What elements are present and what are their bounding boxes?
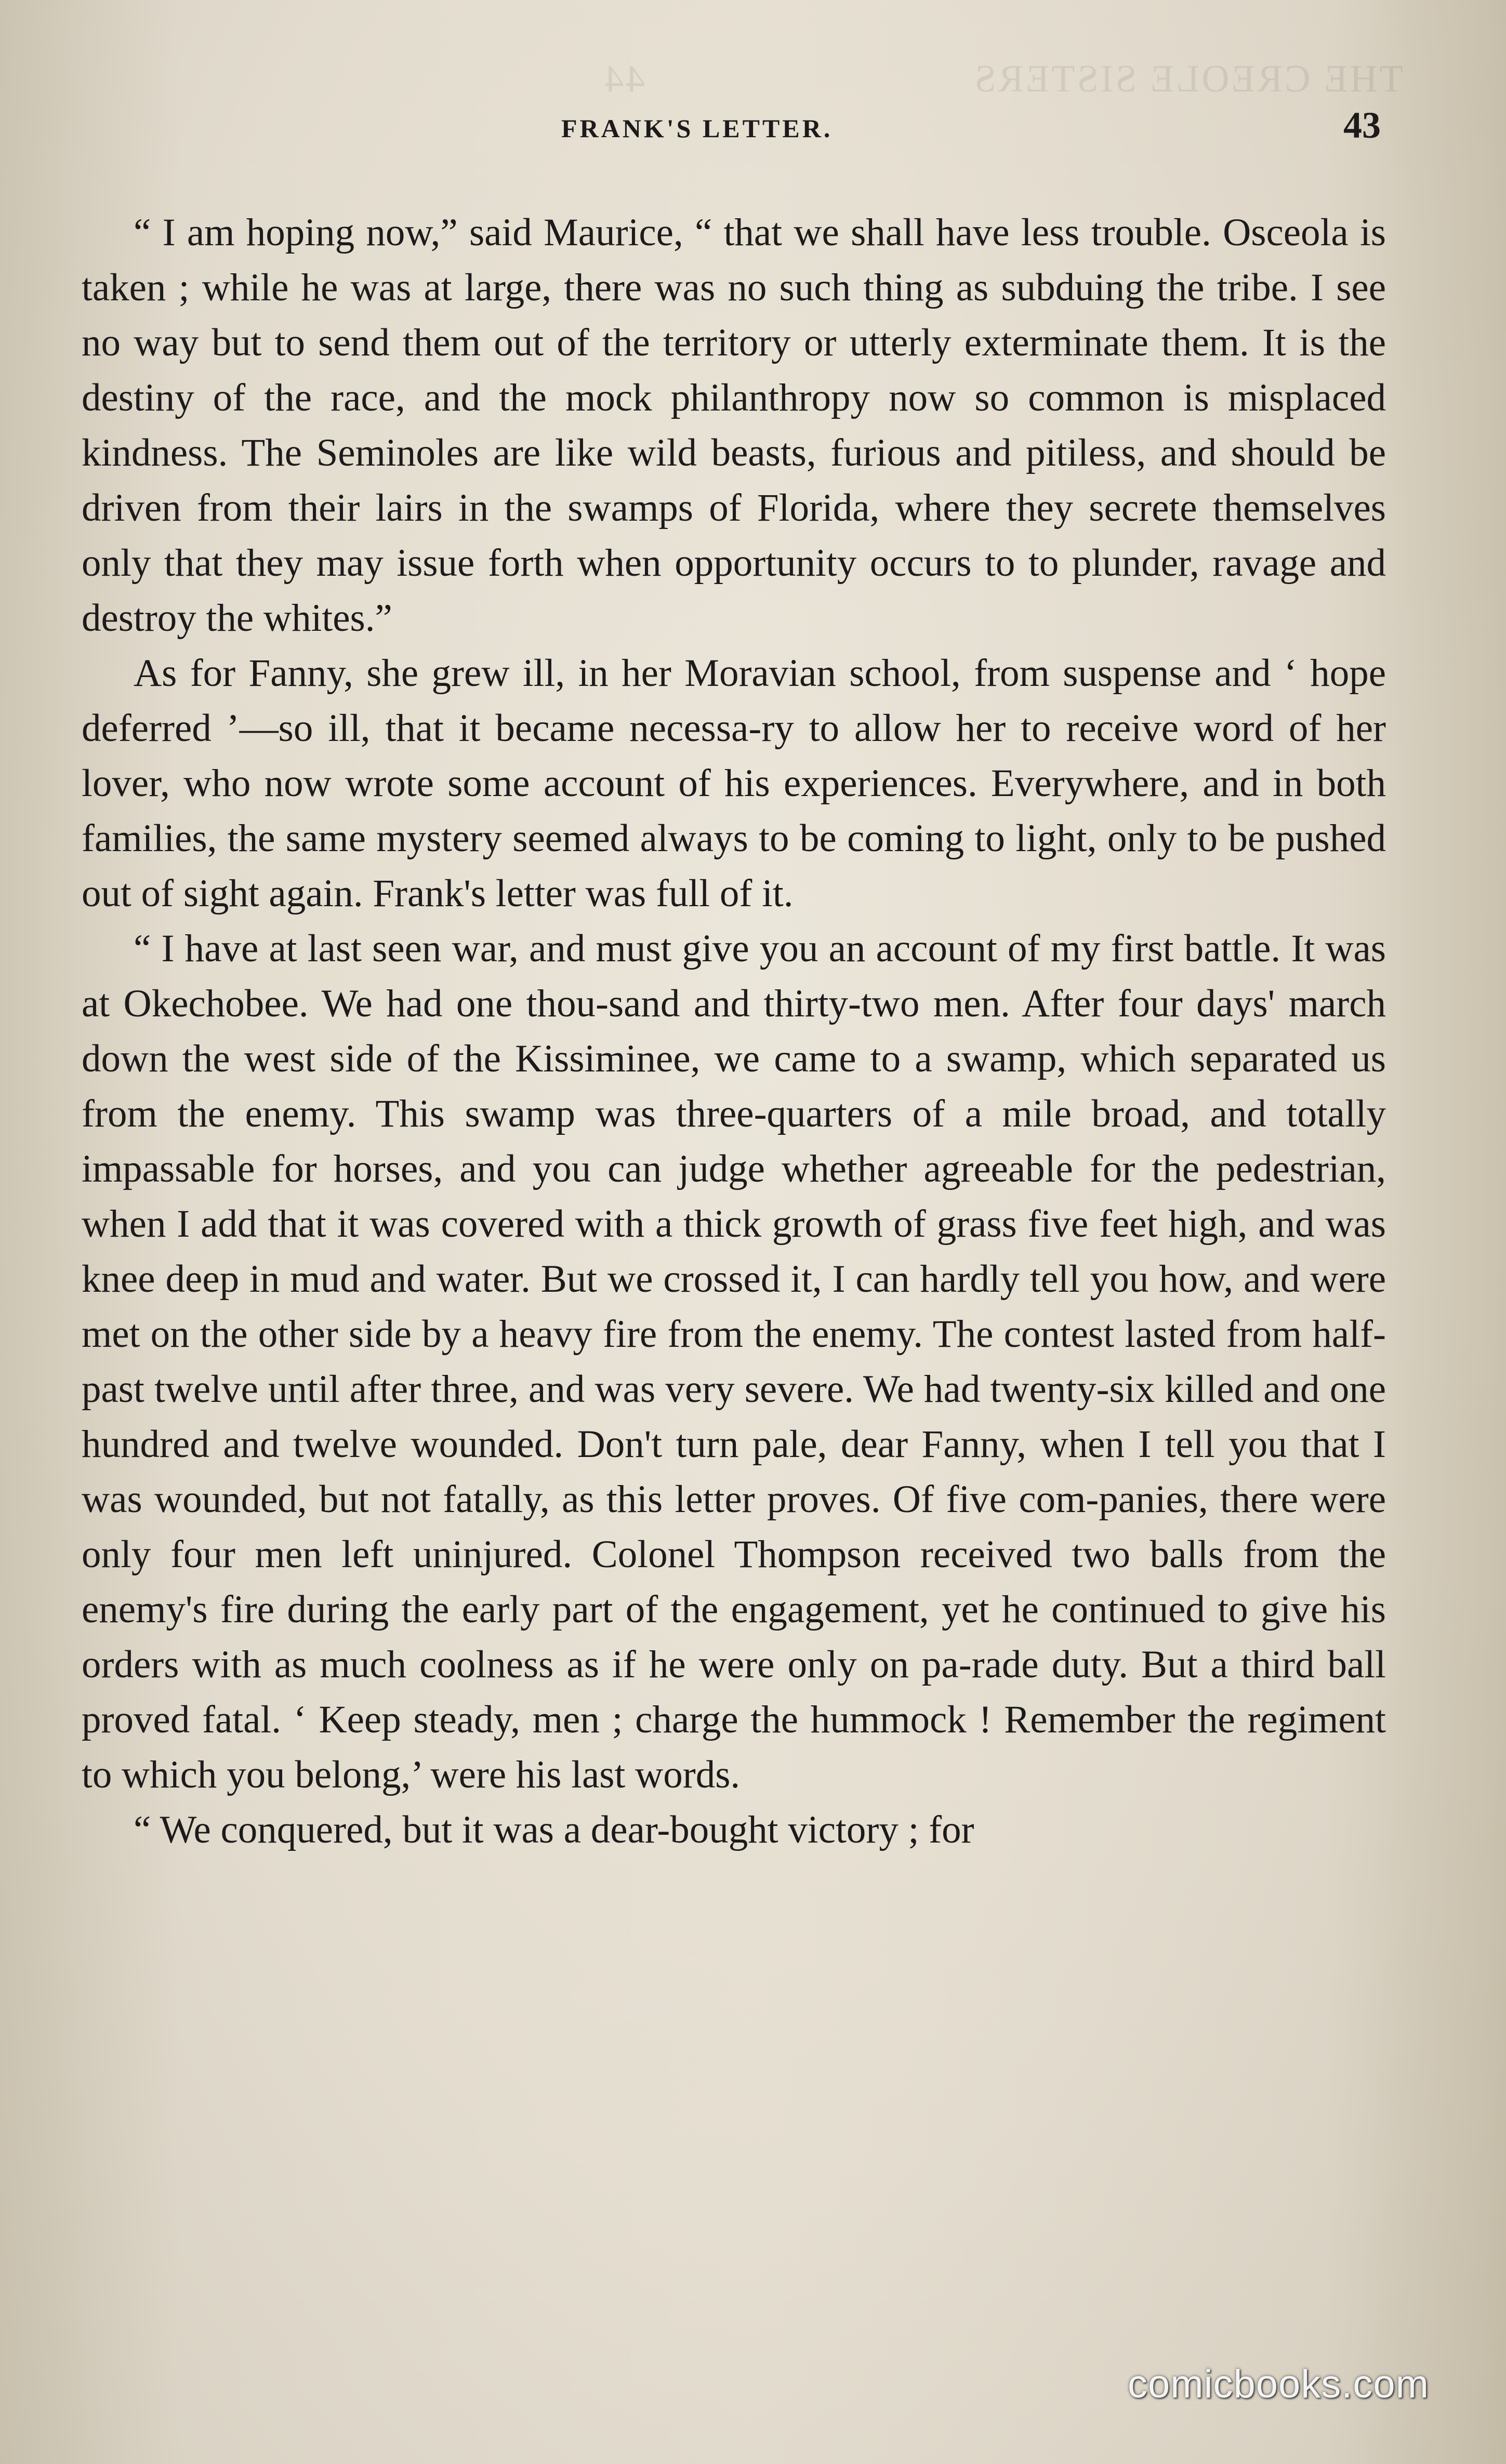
body-text <box>82 205 1386 1858</box>
page-number: 43 <box>1343 104 1381 146</box>
paragraph-maurice-quote: “ I am hoping now,” said Maurice, “ that we shall have less trouble. Osceola is taken ; while he was at large, there was no such thing as subduing the tribe. I see no way but to send them out of the territory or utterly exterminate them. It is the destiny of the race, and the mock philanthropy now so common is misplaced kindness. The Seminoles are like wild beasts, furious and pitiless, and should be driven from their lairs in the swamps of Florida, where they secrete themselves only that they may issue forth when opportunity occurs to to plunder, ravage and destroy the whites.” <box>82 211 1386 640</box>
paragraph-frank-letter: “ I have at last seen war, and must give you an account of my first battle. It was at Okechobee. We had one thou-sand and thirty-two men. After four days' march down the west side of the Kissiminee, we came to a swamp, which separated us from the enemy. This swamp was three-quarters of a mile broad, and totally impassable for horses, and you can judge whether agreeable for the pedestrian, when I add that it was covered with a thick growth of grass five feet high, and was knee deep in mud and water. But we crossed it, I can hardly tell you how, and were met on the other side by a heavy fire from the enemy. The contest lasted from half-past twelve until after three, and was very severe. We had twenty-six killed and one hundred and twelve wounded. Don't turn pale, dear Fanny, when I tell you that I was wounded, but not fatally, as this letter proves. Of five com-panies, there were only four men left uninjured. Colonel Thompson received two balls from the enemy's fire during the early part of the engagement, yet he continued to give his orders with as much coolness as if he were only on pa-rade duty. But a third ball proved fatal. ‘ Keep steady, men ; charge the hummock ! Remember the regiment to which you belong,’ were his last words. <box>82 927 1386 1796</box>
watermark: comicbooks.com <box>1128 2362 1429 2406</box>
paragraph-continuation: “ We conquered, but it was a dear-bought victory ; for <box>134 1808 974 1851</box>
bleed-through-text: THE CREOLE SISTERS 44 <box>602 58 1403 100</box>
paragraph-fanny: As for Fanny, she grew ill, in her Moravian school, from suspense and ‘ hope deferred ’—so ill, that it became necessa-ry to allow her to receive word of her lover, who now wrote some account of his experiences. Everywhere, and in both families, the same mystery seemed always to be coming to light, only to be pushed out of sight again. Frank's letter was full of it. <box>82 652 1386 915</box>
running-head: FRANK'S LETTER. <box>561 114 833 143</box>
